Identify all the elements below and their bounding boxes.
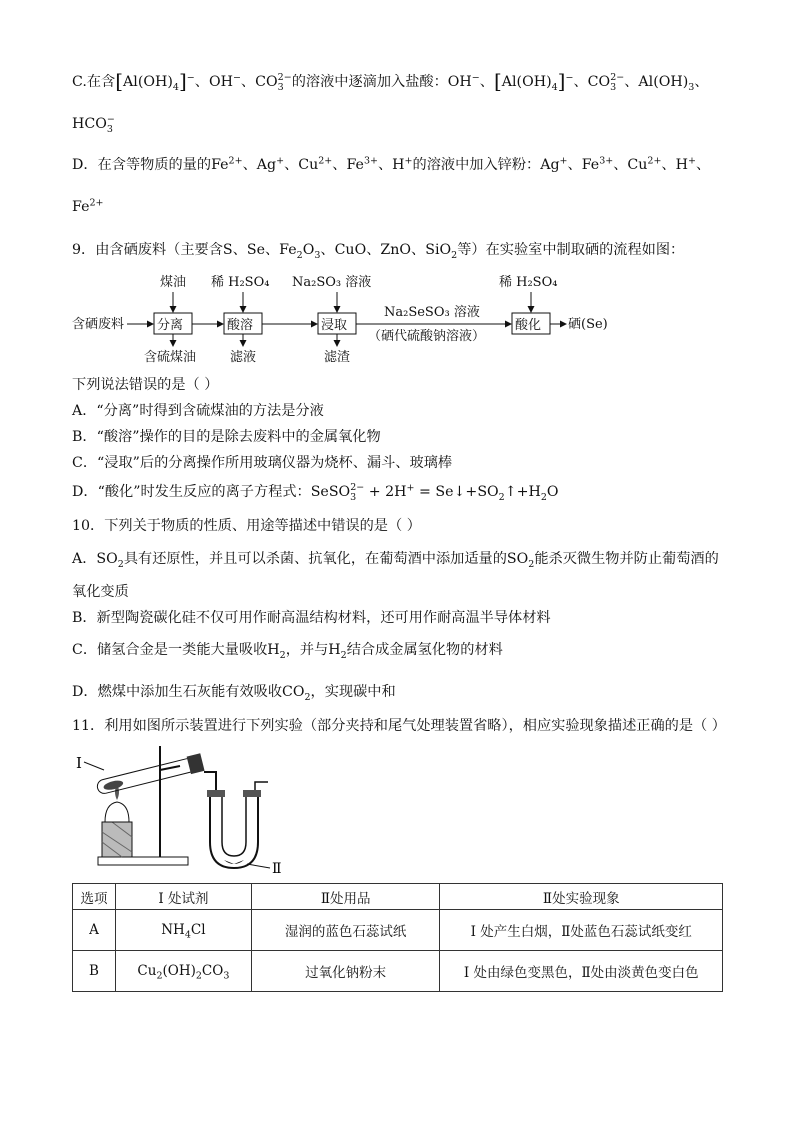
selenosulfate: SeSO (310, 484, 351, 500)
flow-mid-line1: Na₂SeSO₃ 溶液 (384, 305, 480, 320)
sep: 、 (695, 157, 711, 173)
sub: 2 (296, 249, 303, 261)
q9-option-d (72, 482, 559, 502)
q8-option-d-cont (72, 197, 103, 217)
q8-option-d (72, 155, 710, 175)
sub: 3 (350, 491, 357, 503)
item-cell: 湿润的蓝色石蕊试纸 (251, 910, 440, 951)
q8-option-c (72, 71, 709, 92)
sup: 2+ (647, 155, 662, 167)
eq-part: ↑+H (504, 484, 541, 500)
sup: 2− (610, 72, 625, 84)
u-tube-outer (210, 796, 258, 868)
sub: 2 (117, 558, 124, 570)
sep: 、 (613, 157, 628, 173)
bracket-open: [ (493, 69, 502, 93)
u-stopper-right (243, 790, 261, 797)
q9-ask: 下列说法错误的是（ ） (72, 377, 219, 393)
q9-option-c: C．“浸取”后的分离操作所用玻璃仪器为烧杯、漏斗、玻璃棒 (72, 455, 453, 471)
selenium: Se (246, 242, 265, 258)
q9-stem-a: 9．由含硒废料（主要含 (72, 242, 223, 258)
q9-stem (72, 240, 684, 260)
flow-step2: 酸溶 (227, 318, 254, 333)
sulfur: S (222, 242, 233, 258)
sup: − (186, 72, 195, 84)
wood-block (102, 822, 132, 857)
sub: 3 (277, 81, 284, 93)
sep: 、 (232, 242, 247, 258)
sub: 3 (610, 81, 617, 93)
zinc-oxide: ZnO (380, 242, 412, 258)
sup: 2− (350, 482, 365, 494)
formula: Cl (190, 922, 206, 938)
flow-step3: 浸取 (321, 318, 348, 333)
q8-option-c-cont (72, 114, 115, 134)
option-c-part: 结合成金属氢化物的材料 (346, 642, 503, 658)
option-d-part: ，实现碳中和 (310, 684, 396, 700)
option-c-part: ，并与H (285, 642, 341, 658)
hydroxide: OH (447, 74, 472, 90)
outlet-tube (255, 782, 268, 790)
q10-option-b: B．新型陶瓷碳化硅不仅可用作耐高温结构材料，还可用作耐高温半导体材料 (72, 610, 551, 626)
sep: 、 (377, 157, 393, 173)
phenomenon-cell: I 处产生白烟，Ⅱ处蓝色石蕊试纸变红 (440, 910, 723, 951)
option-a-part: 能杀灭微生物并防止葡萄酒的 (534, 551, 719, 567)
aluminum-hydroxide: Al(OH) (638, 74, 689, 90)
flow-input: 含硒废料 (72, 317, 125, 332)
sup: 2− (277, 72, 292, 84)
iron: Fe (72, 199, 90, 215)
sub: 3 (314, 249, 321, 261)
table-header-row (73, 884, 723, 910)
table-header: I 处试剂 (115, 884, 251, 910)
sup: − (565, 72, 574, 84)
test-tube (95, 753, 204, 797)
table-header: Ⅱ处用品 (251, 884, 440, 910)
flow-step3-out: 滤渣 (324, 350, 351, 365)
formula: NH (161, 922, 185, 938)
q10-option-c (72, 640, 503, 660)
sep: 、 (411, 242, 426, 258)
table-row (73, 951, 723, 992)
flow-step1-out: 含硫煤油 (144, 350, 197, 365)
bicarbonate: HCO (72, 116, 107, 132)
label-i: I (76, 754, 82, 772)
hydrogen: H (392, 157, 405, 173)
sub: 2 (279, 649, 286, 661)
flow-step1-in: 煤油 (160, 275, 187, 290)
flow-mid-line2: （硒代硫酸钠溶液） (368, 329, 486, 344)
sub: 4 (184, 929, 191, 941)
iron-oxide: Fe (279, 242, 297, 258)
sep: 、 (320, 242, 335, 258)
sup: 2+ (228, 155, 243, 167)
stand-base (98, 857, 188, 865)
sep: 、 (194, 74, 209, 90)
sub: 4 (551, 81, 558, 93)
carbonate: CO (587, 74, 611, 90)
table-row (73, 910, 723, 951)
silica: SiO (425, 242, 452, 258)
flow-step4: 酸化 (515, 318, 542, 333)
q10-option-a-cont: 氧化变质 (72, 584, 129, 600)
formula: CO (201, 963, 224, 979)
sup: 2+ (318, 155, 333, 167)
bracket-close: ] (178, 69, 187, 93)
option-d-part: D．燃煤中添加生石灰能有效吸收CO (72, 684, 305, 700)
clamp (160, 766, 180, 770)
q9-option-a: A．“分离”时得到含硫煤油的方法是分液 (72, 403, 324, 419)
copper: Cu (627, 157, 648, 173)
option-c-prefix: C.在含 (72, 74, 116, 90)
sub: 2 (195, 970, 202, 982)
lab-apparatus-diagram (72, 742, 322, 878)
sup: − (471, 72, 480, 84)
sub: 4 (172, 81, 179, 93)
reagent-cell (115, 910, 251, 951)
sep: 、 (366, 242, 381, 258)
aluminate: Al(OH) (501, 74, 552, 90)
sub: 3 (106, 123, 113, 135)
sub: 2 (340, 649, 347, 661)
sub: 2 (156, 970, 163, 982)
iron: Fe (581, 157, 600, 173)
sub: 2 (498, 491, 505, 503)
aluminate: Al(OH) (123, 74, 173, 90)
label-i-pointer (84, 762, 104, 770)
q9-stem-b: 等）在实验室中制取硒的流程如图： (457, 242, 685, 258)
option-cell: A (73, 910, 116, 951)
sep: 、 (242, 157, 257, 173)
sep: 、 (332, 157, 347, 173)
sep: 、 (694, 74, 709, 90)
flow-step2-out: 滤液 (230, 350, 257, 365)
flow-step2-in: 稀 H₂SO₄ (211, 275, 270, 290)
eq-part: = Se↓+SO (414, 484, 499, 500)
sub: 2 (540, 491, 547, 503)
option-d-mid: 的溶液中加入锌粉： (412, 157, 541, 173)
bracket-open: [ (115, 69, 124, 93)
eq-part: + 2H (364, 484, 407, 500)
stopper (187, 753, 205, 774)
sup: − (232, 72, 241, 84)
alcohol-lamp (105, 802, 129, 822)
sub: 2 (451, 249, 458, 261)
q10-option-d (72, 682, 396, 702)
formula: Cu (137, 963, 157, 979)
sub: 2 (304, 691, 311, 703)
reagent-cell (115, 951, 251, 992)
formula: (OH) (162, 963, 196, 979)
silver: Ag (540, 157, 560, 173)
sup: 3+ (599, 155, 614, 167)
carbonate: CO (255, 74, 278, 90)
sep: 、 (284, 157, 299, 173)
sup: + (276, 155, 285, 167)
item-cell: 过氧化钠粉末 (251, 951, 440, 992)
label-ii: Ⅱ (272, 861, 282, 877)
sep: 、 (624, 74, 639, 90)
sep: 、 (567, 157, 582, 173)
sub: 3 (223, 970, 230, 982)
option-c-mid: 的溶液中逐滴加入盐酸： (291, 74, 448, 90)
q9-option-b: B．“酸溶”操作的目的是除去废料中的金属氧化物 (72, 429, 381, 445)
eq-part: O (546, 484, 559, 500)
sub: 2 (528, 558, 535, 570)
sup: + (559, 155, 568, 167)
flow-step4-in: 稀 H₂SO₄ (499, 275, 558, 290)
option-d-prefix: D．在含等物质的量的 (72, 157, 212, 173)
sub: 3 (688, 81, 695, 93)
experiment-table (72, 883, 723, 992)
phenomenon-cell: I 处由绿色变黑色，Ⅱ处由淡黄色变白色 (440, 951, 723, 992)
selenium-process-flowchart (72, 268, 632, 368)
option-d-prefix: D．“酸化”时发生反应的离子方程式： (72, 484, 311, 500)
sep: 、 (573, 74, 588, 90)
sup: 3+ (363, 155, 378, 167)
q10-option-a (72, 549, 719, 569)
table-header: 选项 (73, 884, 116, 910)
table-header: Ⅱ处实验现象 (440, 884, 723, 910)
sup: + (688, 155, 696, 167)
sep: 、 (240, 74, 256, 90)
sup: 2+ (89, 197, 104, 209)
u-tube-inner (222, 796, 246, 856)
hydroxide: OH (208, 74, 233, 90)
sup: + (406, 482, 415, 494)
flow-product: 硒(Se) (568, 317, 608, 332)
option-c-part: C．储氢合金是一类能大量吸收H (72, 642, 280, 658)
flow-step1: 分离 (157, 318, 184, 333)
sample-ii (224, 860, 244, 864)
q10-stem: 10．下列关于物质的性质、用途等描述中错误的是（ ） (72, 518, 421, 534)
sep: 、 (264, 242, 280, 258)
sup: − (106, 114, 115, 126)
copper-oxide: CuO (334, 242, 367, 258)
label-ii-pointer (247, 864, 270, 868)
copper: Cu (298, 157, 319, 173)
sup: + (404, 155, 413, 167)
sep: 、 (479, 74, 494, 90)
oxygen: O (302, 242, 315, 258)
option-cell: B (73, 951, 116, 992)
delivery-tube (204, 772, 216, 792)
hydrogen: H (675, 157, 688, 173)
iron: Fe (211, 157, 229, 173)
option-a-part: A．SO (72, 551, 118, 567)
option-a-part: 具有还原性，并且可以杀菌、抗氧化，在葡萄酒中添加适量的SO (123, 551, 529, 567)
u-stopper-left (207, 790, 225, 797)
bracket-close: ] (557, 69, 566, 93)
silver: Ag (256, 157, 277, 173)
sep: 、 (661, 157, 676, 173)
flow-step3-in: Na₂SO₃ 溶液 (292, 275, 372, 290)
iron: Fe (346, 157, 364, 173)
q11-stem: 11．利用如图所示装置进行下列实验（部分夹持和尾气处理装置省略），相应实验现象描述正确的是（ ） (72, 718, 726, 734)
